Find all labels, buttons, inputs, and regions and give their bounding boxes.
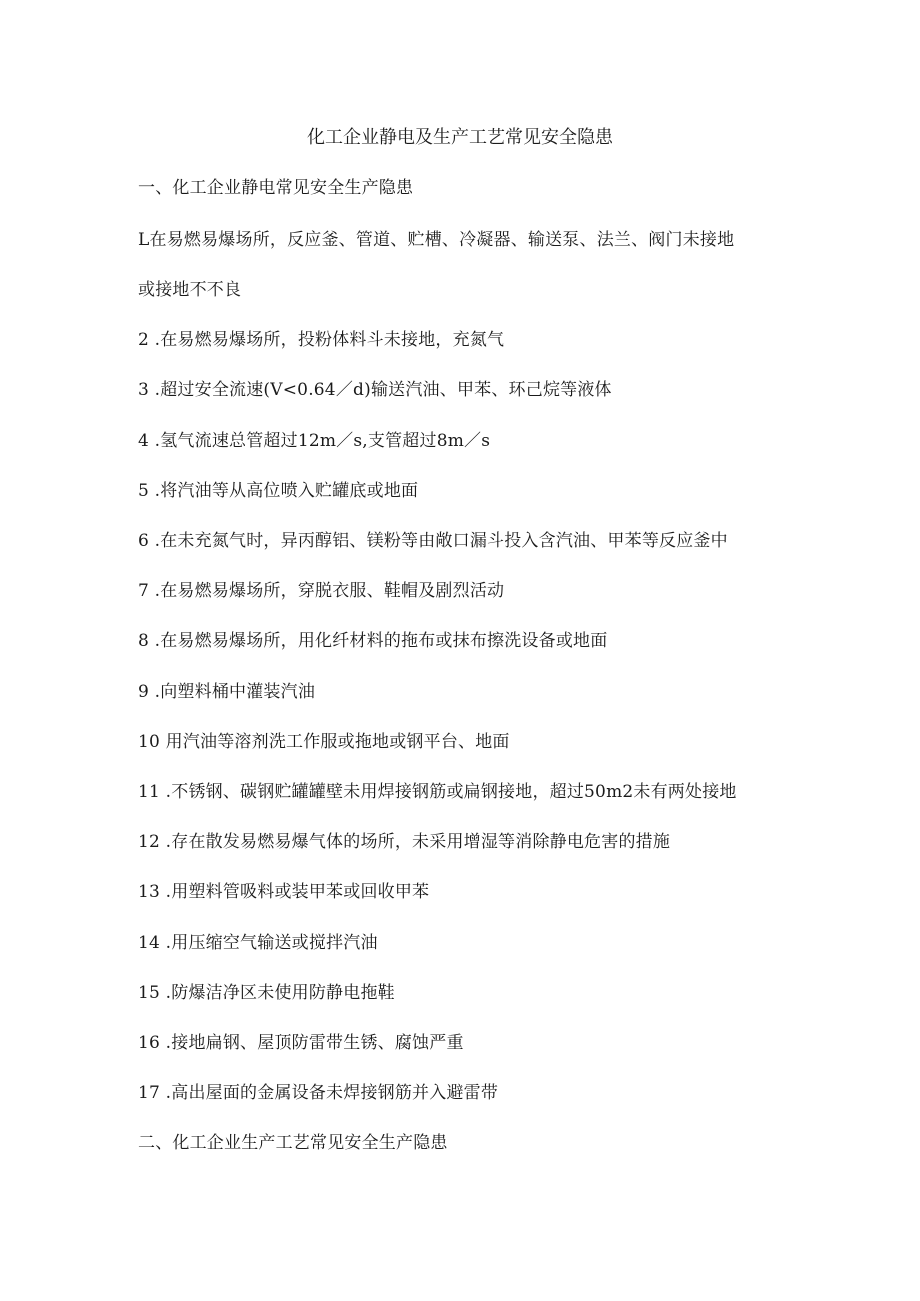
list-item: L在易燃易爆场所，反应釜、管道、贮槽、冷凝器、输送泵、法兰、阀门未接地 [138,230,735,250]
section-heading-static-electricity: 一、化工企业静电常见安全生产隐患 [138,178,414,198]
list-item: 13 .用塑料管吸料或装甲苯或回收甲苯 [138,882,430,902]
document-title: 化工企业静电及生产工艺常见安全隐患 [307,127,613,148]
list-item: 2 .在易燃易爆场所，投粉体料斗未接地，充氮气 [138,330,505,350]
list-item: 或接地不不良 [138,280,242,300]
list-item: 4 .氢气流速总管超过12m／s,支管超过8m／s [138,431,491,451]
list-item: 8 .在易燃易爆场所，用化纤材料的拖布或抹布擦洗设备或地面 [138,631,608,651]
list-item: 16 .接地扁钢、屋顶防雷带生锈、腐蚀严重 [138,1033,464,1053]
list-item: 3 .超过安全流速(V<0.64／d)输送汽油、甲苯、环己烷等液体 [138,380,612,400]
list-item: 5 .将汽油等从高位喷入贮罐底或地面 [138,481,419,501]
list-item: 9 .向塑料桶中灌装汽油 [138,682,316,702]
list-item: 6 .在未充氮气时，异丙醇铝、镁粉等由敞口漏斗投入含汽油、甲苯等反应釜中 [138,531,728,551]
list-item: 11 .不锈钢、碳钢贮罐罐壁未用焊接钢筋或扁钢接地，超过50m2未有两处接地 [138,782,737,802]
list-item: 17 .高出屋面的金属设备未焊接钢筋并入避雷带 [138,1083,499,1103]
list-item: 12 .存在散发易燃易爆气体的场所，未采用增湿等消除静电危害的措施 [138,832,671,852]
list-item: 15 .防爆洁净区未使用防静电拖鞋 [138,983,395,1003]
list-item: 7 .在易燃易爆场所，穿脱衣服、鞋帽及剧烈活动 [138,581,505,601]
section-heading-process: 二、化工企业生产工艺常见安全生产隐患 [138,1133,448,1153]
list-item: 14 .用压缩空气输送或搅拌汽油 [138,933,378,953]
list-item: 10 用汽油等溶剂洗工作服或拖地或钢平台、地面 [138,732,510,752]
